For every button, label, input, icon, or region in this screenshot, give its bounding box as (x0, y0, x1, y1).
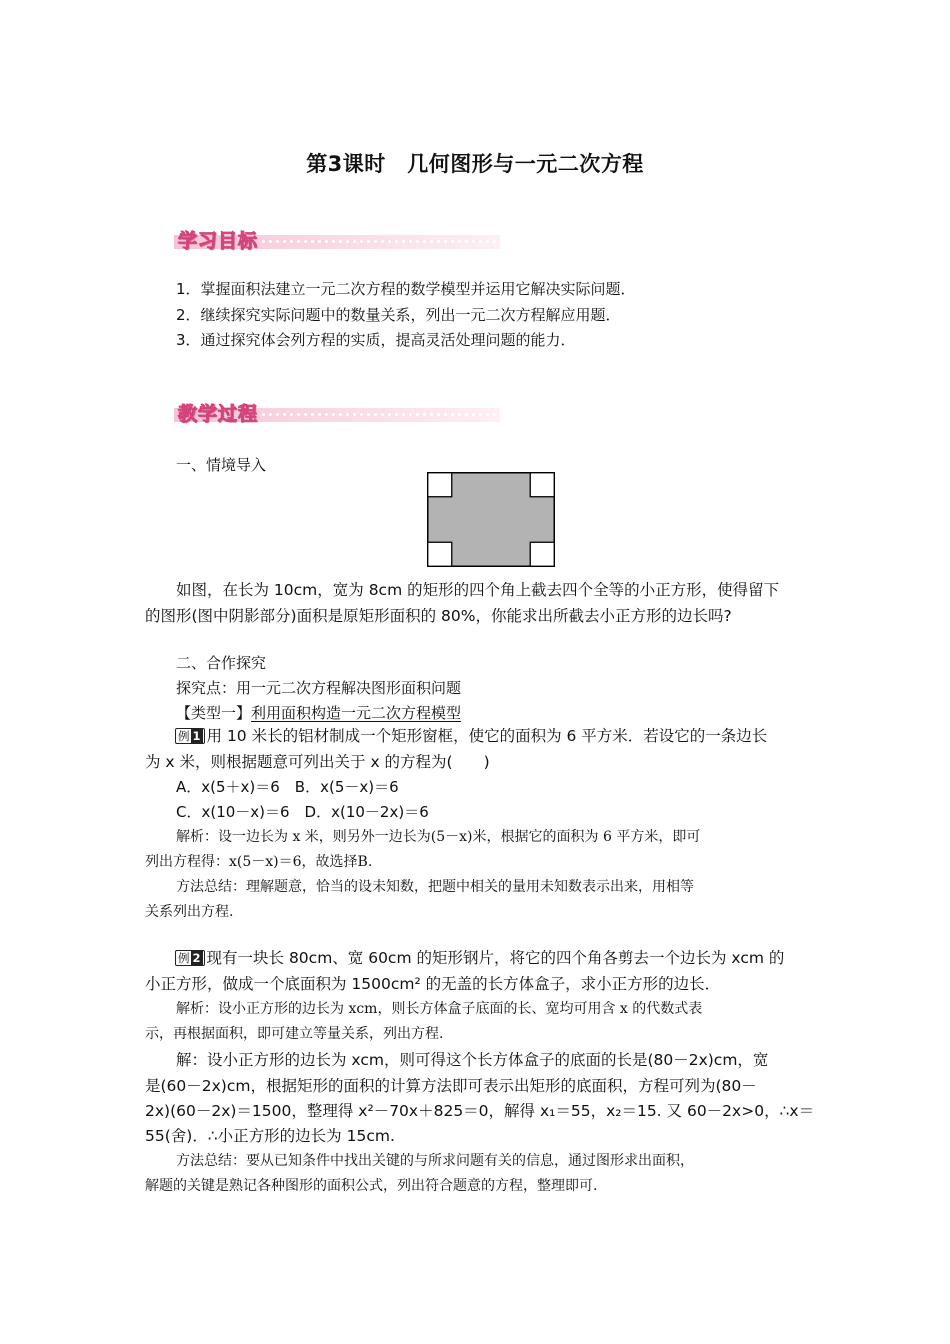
banner-dots (260, 411, 500, 419)
objective-item: 1．掌握面积法建立一元二次方程的数学模型并运用它解决实际问题． (176, 280, 636, 298)
banner-dots (260, 238, 500, 246)
example2-summary: 方法总结：要从已知条件中找出关键的与所求问题有关的信息，通过图形求出面积， (176, 1153, 694, 1169)
explore-point: 探究点：用一元二次方程解决图形面积问题 (176, 679, 462, 697)
figure-corner-square (428, 542, 452, 566)
page-title: 第3课时 几何图形与一元二次方程 (306, 152, 644, 176)
process-banner-label: 教学过程 (178, 403, 259, 425)
objective-item: 3．通过探究体会列方程的实质，提高灵活处理问题的能力． (176, 331, 576, 349)
example1-options: A．x(5＋x)＝6 B．x(5－x)＝6 (176, 778, 399, 796)
example1-analysis: 解析：设一边长为 x 米，则另外一边长为(5－x)米，根据它的面积为 6 平方米，即可 (176, 829, 701, 845)
example2-line: 小正方形，做成一个底面积为 1500cm² 的无盖的长方体盒子，求小正方形的边长． (145, 975, 721, 993)
section-heading: 二、合作探究 (176, 654, 267, 672)
example-tag: 例 2 (175, 950, 205, 966)
example1-line: 为 x 米，则根据题意可列出关于 x 的方程为( ) (145, 753, 490, 771)
example1-options: C．x(10－x)＝6 D．x(10－2x)＝6 (176, 803, 429, 821)
objectives-banner (174, 226, 500, 252)
objectives-banner-label: 学习目标 (178, 230, 259, 252)
example1-line: 例 1 用 10 米长的铝材制成一个矩形窗框，使它的面积为 6 平方米．若设它的一条边长 (175, 724, 767, 746)
rectangle-corner-cut-figure (427, 472, 555, 567)
intro-paragraph-line: 如图，在长为 10cm，宽为 8cm 的矩形的四个角上截去四个全等的小正方形，使得留下 (176, 581, 780, 599)
figure-corner-square (530, 473, 554, 497)
example2-solution: 2x)(60－2x)＝1500，整理得 x²－70x＋825＝0，解得 x₁＝55，x₂＝15. 又 60－2x>0，∴x＝ (145, 1102, 815, 1120)
example2-summary: 解题的关键是熟记各种图形的面积公式，列出符合题意的方程，整理即可. (145, 1178, 598, 1194)
type-title: 利用面积构造一元二次方程模型 (251, 704, 462, 722)
example2-analysis: 解析：设小正方形的边长为 xcm，则长方体盒子底面的长、宽均可用含 x 的代数式表 (176, 1001, 703, 1017)
intro-paragraph-line: 的图形(图中阴影部分)面积是原矩形面积的 80%，你能求出所截去小正方形的边长吗? (145, 607, 732, 625)
figure-corner-square (530, 542, 554, 566)
type-heading (176, 703, 461, 723)
example1-summary: 方法总结：理解题意，恰当的设未知数，把题中相关的量用未知数表示出来，用相等 (176, 879, 694, 895)
example2-solution: 解：设小正方形的边长为 xcm，则可得这个长方体盒子的底面的长是(80－2x)cm，宽 (176, 1051, 769, 1069)
example2-analysis: 示，再根据面积，即可建立等量关系，列出方程. (145, 1026, 444, 1042)
figure-corner-square (428, 473, 452, 497)
example1-summary: 关系列出方程. (145, 904, 234, 920)
process-banner (174, 399, 500, 425)
example1-analysis: 列出方程得：x(5－x)＝6，故选择B. (145, 854, 373, 870)
type-prefix: 【类型一】 (176, 704, 252, 722)
objective-item: 2．继续探究实际问题中的数量关系，列出一元二次方程解应用题． (176, 306, 621, 324)
section-heading: 一、情境导入 (176, 456, 267, 474)
example2-solution: 55(舍)．∴小正方形的边长为 15cm. (145, 1127, 395, 1145)
example2-line: 例 2 现有一块长 80cm、宽 60cm 的矩形钢片，将它的四个角各剪去一个边长为 xcm 的 (175, 946, 784, 968)
example2-solution: 是(60－2x)cm，根据矩形的面积的计算方法即可表示出矩形的底面积，方程可列为(80－ (145, 1077, 757, 1095)
example-tag: 例 1 (175, 728, 205, 744)
